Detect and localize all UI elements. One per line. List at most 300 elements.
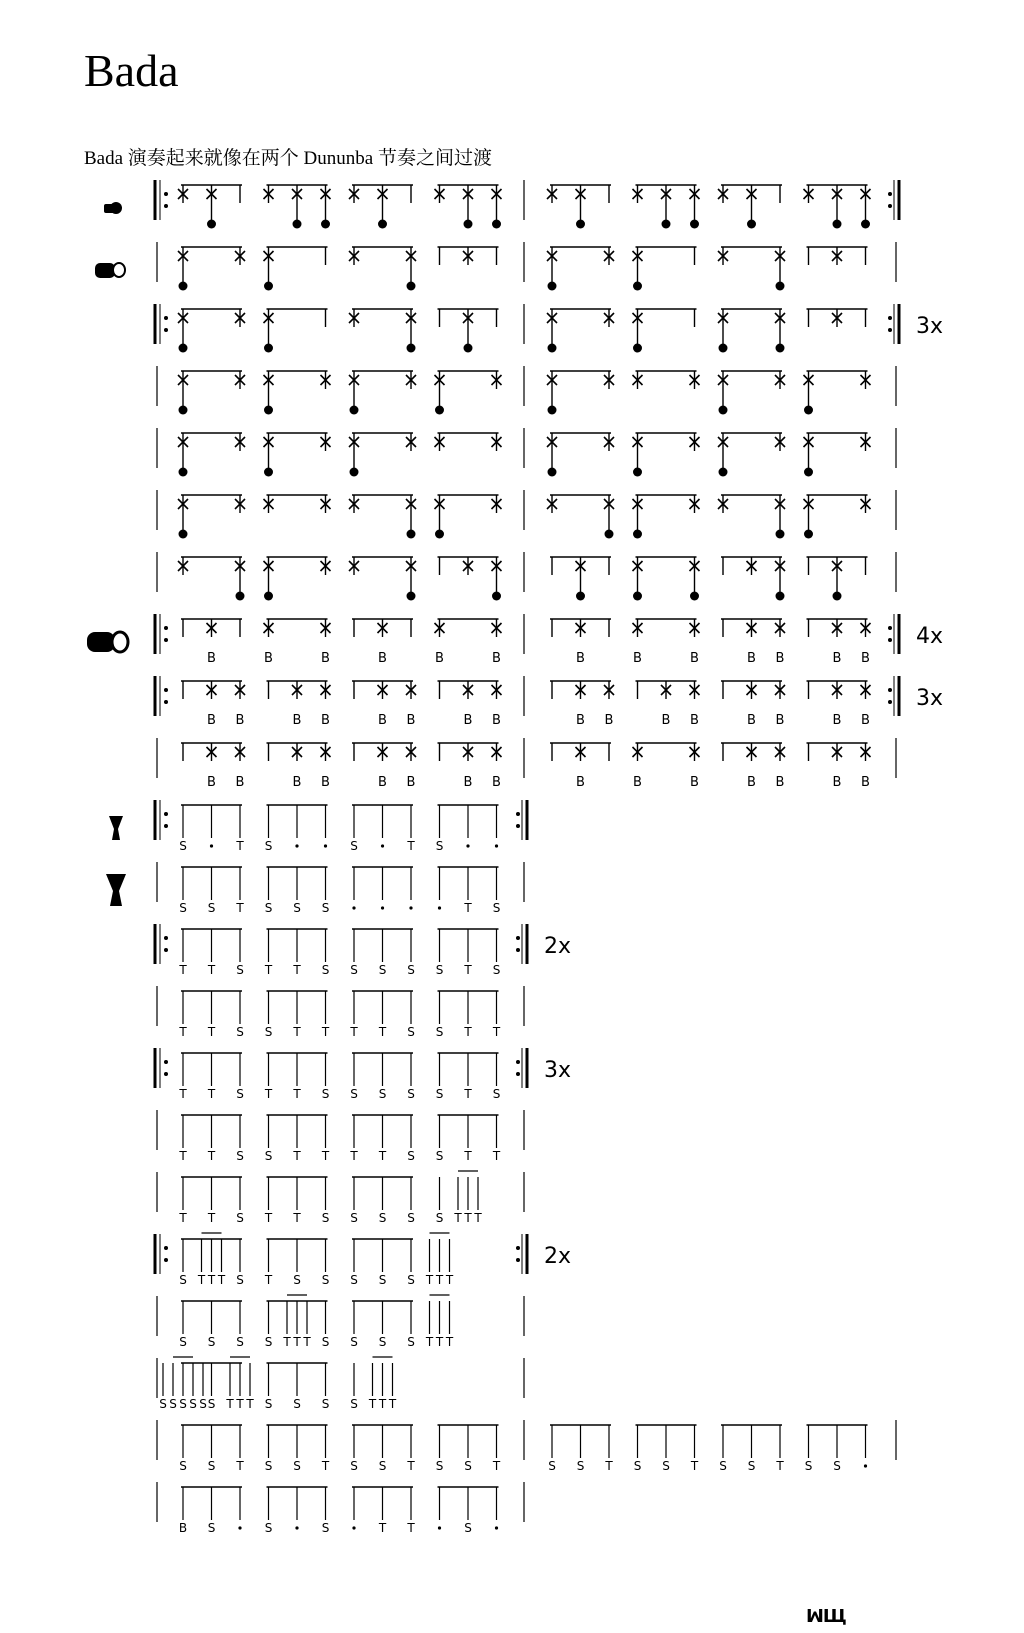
score-row bbox=[155, 1233, 571, 1287]
bell-dot bbox=[804, 406, 813, 415]
bell-label: B bbox=[861, 713, 870, 728]
repeat-dot bbox=[516, 812, 520, 816]
stroke-label: T bbox=[378, 1025, 387, 1039]
stroke-label: S bbox=[321, 1087, 330, 1101]
bell-dot bbox=[378, 220, 387, 229]
stroke-label: T bbox=[236, 839, 244, 853]
stroke-label: S bbox=[236, 1025, 244, 1039]
stroke-label: T bbox=[293, 1335, 301, 1349]
stroke-label: S bbox=[407, 1273, 415, 1287]
page-subtitle: Bada 演奏起来就像在两个 Dununba 节奏之间过渡 bbox=[84, 148, 492, 169]
bell-label: B bbox=[690, 651, 699, 666]
bell-dot bbox=[747, 220, 756, 229]
stroke-label: S bbox=[633, 1459, 642, 1473]
stroke-label: S bbox=[236, 963, 244, 977]
bell-label: B bbox=[492, 651, 501, 666]
drum-body bbox=[95, 263, 115, 278]
bell-dot bbox=[804, 530, 813, 539]
bell-dot bbox=[833, 220, 842, 229]
stroke-label: T bbox=[293, 1211, 301, 1225]
stroke-label: T bbox=[293, 1025, 301, 1039]
stroke-label: S bbox=[236, 1087, 244, 1101]
bell-label: B bbox=[292, 775, 302, 790]
bell-dot bbox=[264, 282, 273, 291]
bell-dot bbox=[407, 530, 416, 539]
bell-dot bbox=[350, 406, 359, 415]
score-row bbox=[157, 1482, 524, 1535]
stroke-label: S bbox=[407, 1149, 415, 1163]
stroke-label: S bbox=[207, 901, 216, 915]
stroke-label: T bbox=[179, 1149, 187, 1163]
stroke-label: T bbox=[464, 1025, 472, 1039]
repeat-dot bbox=[888, 638, 892, 642]
stroke-label: S bbox=[321, 1397, 330, 1411]
bell-dot bbox=[662, 220, 671, 229]
djembe-shape bbox=[106, 874, 126, 906]
bell-dot bbox=[833, 592, 842, 601]
stroke-label: S bbox=[264, 1335, 273, 1349]
stroke-label: S bbox=[747, 1459, 756, 1473]
bell-dot bbox=[407, 282, 416, 291]
stroke-label: S bbox=[199, 1397, 207, 1411]
repeat-dot bbox=[164, 328, 168, 332]
stroke-label: S bbox=[179, 1273, 187, 1287]
bell-dot bbox=[690, 220, 699, 229]
drum-head bbox=[112, 632, 128, 652]
stroke-label: S bbox=[293, 901, 301, 915]
bell-label: B bbox=[378, 713, 387, 728]
repeat-dot bbox=[164, 812, 168, 816]
stroke-label: T bbox=[207, 1025, 216, 1039]
rest-dot bbox=[495, 1526, 498, 1529]
rest-dot bbox=[381, 906, 384, 909]
repeat-dot bbox=[516, 1060, 520, 1064]
djembe-small-icon bbox=[109, 816, 123, 840]
bell-dot bbox=[293, 220, 302, 229]
bell-label: B bbox=[264, 651, 273, 666]
stroke-label: T bbox=[321, 1149, 330, 1163]
stroke-label: T bbox=[388, 1397, 397, 1411]
bell-dot bbox=[776, 282, 785, 291]
stroke-label: T bbox=[464, 1087, 472, 1101]
rest-dot bbox=[381, 844, 384, 847]
stroke-label: T bbox=[407, 1459, 415, 1473]
bell-dot bbox=[576, 220, 585, 229]
repeat-count: 4x bbox=[916, 624, 944, 649]
bell-label: B bbox=[492, 713, 501, 728]
stroke-label: S bbox=[407, 1025, 415, 1039]
stroke-label: S bbox=[179, 1397, 187, 1411]
stroke-label: S bbox=[435, 963, 444, 977]
repeat-dot bbox=[516, 936, 520, 940]
repeat-dot bbox=[888, 192, 892, 196]
medium-drum-icon bbox=[95, 263, 125, 278]
stroke-label: S bbox=[264, 1521, 273, 1535]
stroke-label: S bbox=[378, 1273, 387, 1287]
bell-dot bbox=[492, 592, 501, 601]
stroke-label: T bbox=[264, 1273, 273, 1287]
bell-dot bbox=[633, 530, 642, 539]
bell-label: B bbox=[321, 713, 330, 728]
repeat-dot bbox=[888, 688, 892, 692]
bell-label: B bbox=[775, 651, 785, 666]
bell-dot bbox=[264, 468, 273, 477]
bell-label: B bbox=[832, 651, 842, 666]
stroke-label: T bbox=[378, 1521, 387, 1535]
repeat-dot bbox=[888, 626, 892, 630]
stroke-label: T bbox=[492, 1459, 501, 1473]
stroke-label: T bbox=[321, 1025, 330, 1039]
stroke-label: S bbox=[236, 1149, 244, 1163]
bell-label: B bbox=[378, 775, 387, 790]
stroke-label: T bbox=[368, 1397, 377, 1411]
stroke-label: S bbox=[350, 1459, 358, 1473]
repeat-dot bbox=[888, 316, 892, 320]
stroke-label: S bbox=[236, 1335, 244, 1349]
bell-dot bbox=[719, 468, 728, 477]
rest-dot bbox=[210, 844, 213, 847]
bell-label: B bbox=[576, 775, 585, 790]
stroke-label: S bbox=[464, 1459, 472, 1473]
repeat-dot bbox=[164, 316, 168, 320]
stroke-label: T bbox=[293, 963, 301, 977]
stroke-label: T bbox=[264, 963, 273, 977]
stroke-label: T bbox=[207, 1087, 216, 1101]
stroke-label: S bbox=[435, 1211, 444, 1225]
repeat-count: 3x bbox=[916, 686, 944, 711]
stroke-label: T bbox=[435, 1273, 444, 1287]
stroke-label: S bbox=[293, 1273, 301, 1287]
bell-dot bbox=[350, 468, 359, 477]
bell-dot bbox=[776, 344, 785, 353]
footer-mark: ꟽЩ bbox=[806, 1606, 846, 1627]
drum-body bbox=[104, 204, 116, 213]
bell-dot bbox=[236, 592, 245, 601]
stroke-label: S bbox=[189, 1397, 197, 1411]
stroke-label: T bbox=[179, 1087, 187, 1101]
stroke-label: T bbox=[226, 1397, 234, 1411]
bell-dot bbox=[179, 468, 188, 477]
bell-dot bbox=[576, 592, 585, 601]
score-row bbox=[155, 800, 527, 853]
stroke-label: T bbox=[264, 1087, 273, 1101]
stroke-label: S bbox=[321, 1335, 330, 1349]
score-row bbox=[155, 614, 943, 666]
stroke-label: S bbox=[179, 1335, 187, 1349]
stroke-label: S bbox=[179, 901, 187, 915]
score-row bbox=[157, 862, 524, 915]
bell-dot bbox=[548, 406, 557, 415]
bell-label: B bbox=[633, 651, 642, 666]
stroke-label: T bbox=[350, 1025, 358, 1039]
stroke-label: T bbox=[464, 901, 472, 915]
stroke-label: S bbox=[350, 1397, 358, 1411]
stroke-label: S bbox=[169, 1397, 177, 1411]
rest-dot bbox=[864, 1464, 867, 1467]
score-row bbox=[157, 366, 896, 415]
stroke-label: S bbox=[236, 1211, 244, 1225]
bell-dot bbox=[719, 344, 728, 353]
stroke-label: T bbox=[207, 1211, 216, 1225]
stroke-label: S bbox=[264, 901, 273, 915]
stroke-label: S bbox=[293, 1459, 301, 1473]
bell-dot bbox=[407, 592, 416, 601]
stroke-label: S bbox=[492, 1087, 501, 1101]
bell-label: B bbox=[832, 713, 842, 728]
stroke-label: S bbox=[435, 1459, 444, 1473]
repeat-dot bbox=[164, 1060, 168, 1064]
repeat-dot bbox=[164, 1258, 168, 1262]
stroke-label: T bbox=[217, 1273, 226, 1287]
repeat-dot bbox=[164, 1072, 168, 1076]
stroke-label: S bbox=[576, 1459, 585, 1473]
rest-dot bbox=[352, 1526, 355, 1529]
bell-dot bbox=[321, 220, 330, 229]
bell-dot bbox=[179, 282, 188, 291]
bell-label: B bbox=[378, 651, 387, 666]
bell-label: B bbox=[463, 713, 473, 728]
stroke-label: S bbox=[833, 1459, 841, 1473]
stroke-label: T bbox=[690, 1459, 699, 1473]
bell-dot bbox=[207, 220, 216, 229]
stroke-label: S bbox=[378, 963, 387, 977]
repeat-dot bbox=[164, 936, 168, 940]
stroke-label: S bbox=[207, 1397, 216, 1411]
rest-dot bbox=[295, 1526, 298, 1529]
score-row bbox=[157, 986, 524, 1039]
stroke-label: T bbox=[179, 1025, 187, 1039]
bell-label: B bbox=[406, 713, 416, 728]
stroke-label: S bbox=[293, 1397, 301, 1411]
stroke-label: S bbox=[350, 1211, 358, 1225]
stroke-label: T bbox=[207, 963, 216, 977]
stroke-label: T bbox=[207, 1273, 216, 1287]
repeat-dot bbox=[516, 824, 520, 828]
stroke-label: S bbox=[378, 1335, 387, 1349]
stroke-label: T bbox=[435, 1335, 444, 1349]
bell-dot bbox=[861, 220, 870, 229]
rest-dot bbox=[438, 1526, 441, 1529]
repeat-dot bbox=[888, 204, 892, 208]
stroke-label: T bbox=[407, 839, 415, 853]
score-row bbox=[157, 1295, 524, 1349]
bell-label: B bbox=[633, 775, 642, 790]
stroke-label: S bbox=[264, 1149, 273, 1163]
bell-label: B bbox=[435, 651, 444, 666]
stroke-label: S bbox=[350, 1273, 358, 1287]
score-row bbox=[155, 924, 571, 977]
stroke-label: S bbox=[179, 1459, 187, 1473]
score-row bbox=[157, 552, 896, 601]
stroke-label: T bbox=[492, 1149, 501, 1163]
stroke-label: T bbox=[350, 1149, 358, 1163]
stroke-label: T bbox=[236, 901, 244, 915]
stroke-label: S bbox=[236, 1273, 244, 1287]
score-row bbox=[157, 1420, 896, 1473]
stroke-label: T bbox=[454, 1211, 462, 1225]
djembe-shape bbox=[109, 816, 123, 840]
score-row bbox=[155, 1048, 571, 1101]
stroke-label: T bbox=[492, 1025, 501, 1039]
stroke-label: S bbox=[378, 1459, 387, 1473]
score-row bbox=[157, 428, 896, 477]
bell-dot bbox=[264, 344, 273, 353]
bell-dot bbox=[633, 344, 642, 353]
bell-dot bbox=[264, 406, 273, 415]
stroke-label: S bbox=[435, 1025, 444, 1039]
stroke-label: T bbox=[464, 963, 472, 977]
stroke-label: T bbox=[179, 1211, 187, 1225]
repeat-count: 3x bbox=[544, 1058, 572, 1083]
stroke-label: T bbox=[236, 1397, 244, 1411]
drum-head bbox=[113, 263, 125, 277]
large-drum-icon bbox=[87, 632, 128, 652]
bell-label: B bbox=[690, 713, 699, 728]
stroke-label: T bbox=[474, 1211, 482, 1225]
score-row bbox=[157, 738, 896, 790]
bell-dot bbox=[492, 220, 501, 229]
score-row bbox=[157, 1110, 524, 1163]
score-row bbox=[157, 1171, 524, 1225]
stroke-label: T bbox=[425, 1273, 434, 1287]
bell-dot bbox=[776, 530, 785, 539]
rest-dot bbox=[438, 906, 441, 909]
score-row bbox=[157, 490, 896, 539]
bell-label: B bbox=[463, 775, 473, 790]
bell-label: B bbox=[292, 713, 302, 728]
bell-dot bbox=[719, 406, 728, 415]
rest-dot bbox=[409, 906, 412, 909]
bell-dot bbox=[776, 592, 785, 601]
rest-dot bbox=[324, 844, 327, 847]
bell-dot bbox=[633, 468, 642, 477]
bell-label: B bbox=[207, 713, 216, 728]
stroke-label: S bbox=[804, 1459, 813, 1473]
bell-label: B bbox=[406, 775, 416, 790]
bell-dot bbox=[179, 406, 188, 415]
stroke-label: S bbox=[662, 1459, 670, 1473]
stroke-label: T bbox=[197, 1273, 206, 1287]
bell-label: B bbox=[321, 775, 330, 790]
repeat-dot bbox=[516, 1258, 520, 1262]
stroke-label: S bbox=[548, 1459, 556, 1473]
stroke-label: S bbox=[207, 1459, 216, 1473]
stroke-label: S bbox=[264, 1025, 273, 1039]
rest-dot bbox=[238, 1526, 241, 1529]
small-drum-icon bbox=[104, 202, 122, 214]
stroke-label: S bbox=[492, 963, 501, 977]
stroke-label: T bbox=[236, 1459, 244, 1473]
bell-label: B bbox=[235, 775, 245, 790]
stroke-label: S bbox=[321, 1273, 330, 1287]
stroke-label: T bbox=[464, 1149, 472, 1163]
stroke-label: T bbox=[605, 1459, 613, 1473]
stroke-label: S bbox=[321, 1521, 330, 1535]
score-row bbox=[157, 1357, 524, 1411]
bell-dot bbox=[804, 468, 813, 477]
stroke-label: T bbox=[293, 1087, 301, 1101]
bell-dot bbox=[548, 344, 557, 353]
repeat-dot bbox=[164, 700, 168, 704]
bell-label: B bbox=[861, 775, 870, 790]
bell-label: B bbox=[235, 713, 245, 728]
repeat-dot bbox=[516, 1246, 520, 1250]
bell-dot bbox=[548, 282, 557, 291]
bell-label: B bbox=[747, 713, 756, 728]
stroke-label: T bbox=[303, 1335, 311, 1349]
stroke-label: T bbox=[207, 1149, 216, 1163]
stroke-label: S bbox=[407, 1087, 415, 1101]
repeat-dot bbox=[164, 824, 168, 828]
bell-dot bbox=[179, 530, 188, 539]
rest-dot bbox=[495, 844, 498, 847]
bell-label: B bbox=[207, 651, 216, 666]
bell-label: B bbox=[321, 651, 330, 666]
stroke-label: T bbox=[283, 1335, 291, 1349]
stroke-label: S bbox=[378, 1211, 387, 1225]
stroke-label: S bbox=[350, 839, 358, 853]
bell-label: B bbox=[775, 775, 785, 790]
repeat-dot bbox=[164, 688, 168, 692]
stroke-label: S bbox=[464, 1521, 472, 1535]
stroke-label: S bbox=[492, 901, 501, 915]
stroke-label: T bbox=[425, 1335, 434, 1349]
repeat-count: 3x bbox=[916, 314, 944, 339]
repeat-dot bbox=[164, 638, 168, 642]
repeat-count: 2x bbox=[544, 934, 572, 959]
stroke-label: S bbox=[179, 839, 187, 853]
stroke-label: S bbox=[264, 1397, 273, 1411]
stroke-label: T bbox=[378, 1397, 387, 1411]
stroke-label: T bbox=[407, 1521, 415, 1535]
stroke-label: S bbox=[207, 1335, 216, 1349]
repeat-dot bbox=[164, 626, 168, 630]
repeat-dot bbox=[888, 328, 892, 332]
stroke-label: S bbox=[350, 1087, 358, 1101]
bell-dot bbox=[435, 406, 444, 415]
stroke-label: S bbox=[264, 839, 273, 853]
bell-label: B bbox=[775, 713, 785, 728]
bell-label: B bbox=[576, 651, 585, 666]
bell-label: B bbox=[690, 775, 699, 790]
bell-dot bbox=[264, 592, 273, 601]
bell-label: B bbox=[661, 713, 671, 728]
stroke-label: S bbox=[350, 963, 358, 977]
stroke-label: S bbox=[407, 1211, 415, 1225]
stroke-label: S bbox=[435, 839, 444, 853]
djembe-icon bbox=[106, 874, 126, 906]
bell-dot bbox=[605, 530, 614, 539]
stroke-label: S bbox=[159, 1397, 167, 1411]
stroke-label: T bbox=[776, 1459, 784, 1473]
score-row bbox=[155, 676, 943, 728]
page-title: Bada bbox=[84, 45, 179, 96]
bell-label: B bbox=[747, 651, 756, 666]
stroke-label: S bbox=[264, 1459, 273, 1473]
bell-dot bbox=[690, 592, 699, 601]
stroke-label: T bbox=[321, 1459, 330, 1473]
repeat-dot bbox=[164, 192, 168, 196]
bell-label: B bbox=[576, 713, 585, 728]
repeat-count: 2x bbox=[544, 1244, 572, 1269]
bell-dot bbox=[633, 592, 642, 601]
stroke-label: S bbox=[350, 1335, 358, 1349]
bell-dot bbox=[464, 220, 473, 229]
repeat-dot bbox=[164, 204, 168, 208]
bell-dot bbox=[464, 344, 473, 353]
stroke-label: S bbox=[407, 963, 415, 977]
stroke-label: S bbox=[435, 1087, 444, 1101]
